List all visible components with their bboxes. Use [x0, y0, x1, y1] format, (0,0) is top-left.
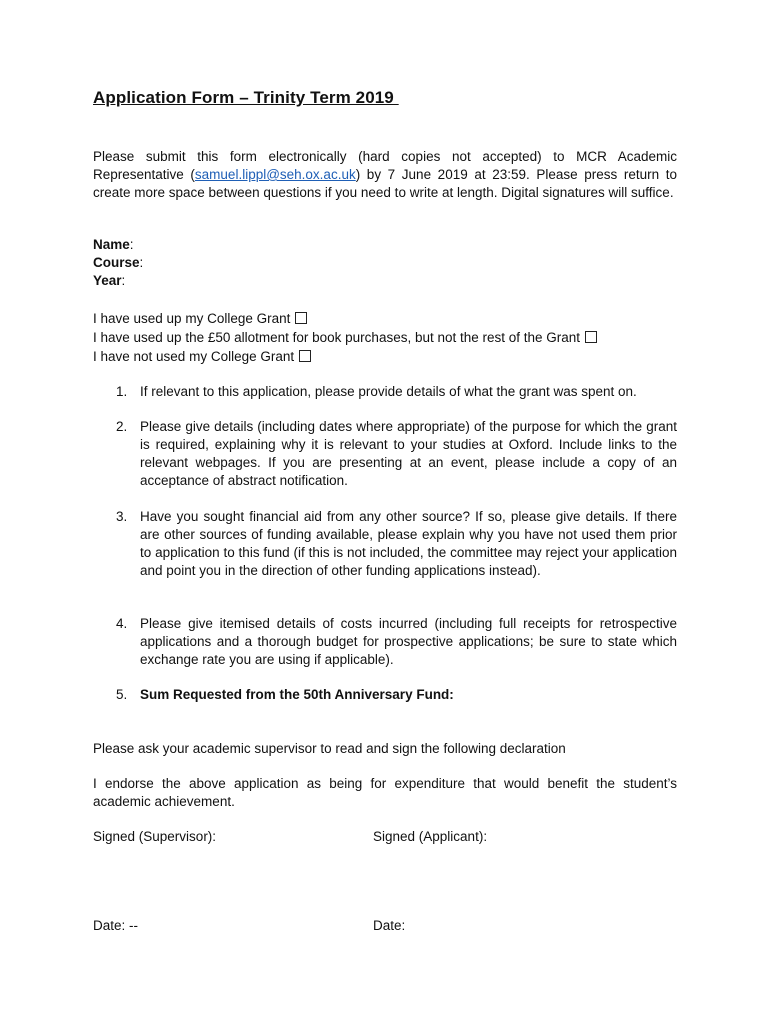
question-number: 3.: [116, 509, 128, 524]
question-text: Please give itemised details of costs incurred (including full receipts for retrospective applications and a thorough budget for prospective applications; be sure to state which exchange rate you are using if applicable).: [140, 616, 677, 667]
check-label: I have not used my College Grant: [93, 349, 295, 364]
check-row-used-grant: [93, 309, 597, 328]
year-field[interactable]: Year:: [93, 273, 126, 288]
email-link[interactable]: samuel.lippl@seh.ox.ac.uk: [194, 167, 356, 182]
checkbox-used-grant[interactable]: [295, 312, 307, 324]
check-row-not-used: [93, 347, 597, 366]
year-label: Year: [93, 273, 122, 288]
question-text: If relevant to this application, please provide details of what the grant was spent on.: [140, 384, 637, 399]
checkbox-not-used[interactable]: [299, 350, 311, 362]
declaration-statement: I endorse the above application as being for expenditure that would benefit the student’s academic achievement.: [93, 776, 677, 809]
grant-checklist: [93, 309, 597, 366]
applicant-date-label: Date:: [373, 918, 406, 933]
applicant-fields: [93, 236, 143, 290]
check-label: I have used up my College Grant: [93, 311, 291, 326]
supervisor-signature-label: Signed (Supervisor):: [93, 829, 217, 844]
check-label: I have used up the £50 allotment for book purchases, but not the rest of the Grant: [93, 330, 581, 345]
supervisor-date-label: Date: --: [93, 918, 139, 933]
applicant-signature-label: Signed (Applicant):: [373, 829, 488, 844]
course-field[interactable]: Course:: [93, 255, 144, 270]
question-text: Have you sought financial aid from any other source? If so, please give details. If there are other sources of funding available, please explain why you have not used them prior to application to this fund (if this is not included, the committee may reject your application and point you in the direction of other funding applications instead).: [140, 509, 677, 578]
question-number: 1.: [116, 384, 128, 399]
checkbox-book-allotment[interactable]: [585, 331, 597, 343]
intro-text-after: ) by 7 June 2019 at 23:59. Please press return to create more space between questions if you need to write at length. Digital signatures will suffice.: [93, 167, 677, 200]
question-number: 2.: [116, 419, 128, 434]
name-field[interactable]: Name:: [93, 237, 134, 252]
question-text: Sum Requested from the 50th Anniversary Fund:: [140, 687, 454, 702]
intro-paragraph: [93, 148, 677, 202]
course-label: Course: [93, 255, 140, 270]
check-row-book-allotment: [93, 328, 597, 347]
question-number: 5.: [116, 687, 128, 702]
page-title: Application Form – Trinity Term 2019: [93, 88, 399, 107]
name-label: Name: [93, 237, 130, 252]
question-number: 4.: [116, 616, 128, 631]
question-text: Please give details (including dates where appropriate) of the purpose for which the grant is required, explaining why it is relevant to your studies at Oxford. Include links to the relevant webpages. If you are presenting at an event, please include a copy of an acceptance of abstract notification.: [140, 419, 677, 488]
intro-text-before: Please submit this form electronically (hard copies not accepted) to MCR Academic Representative (: [93, 149, 677, 182]
declaration-instruction: Please ask your academic supervisor to read and sign the following declaration: [93, 741, 566, 756]
